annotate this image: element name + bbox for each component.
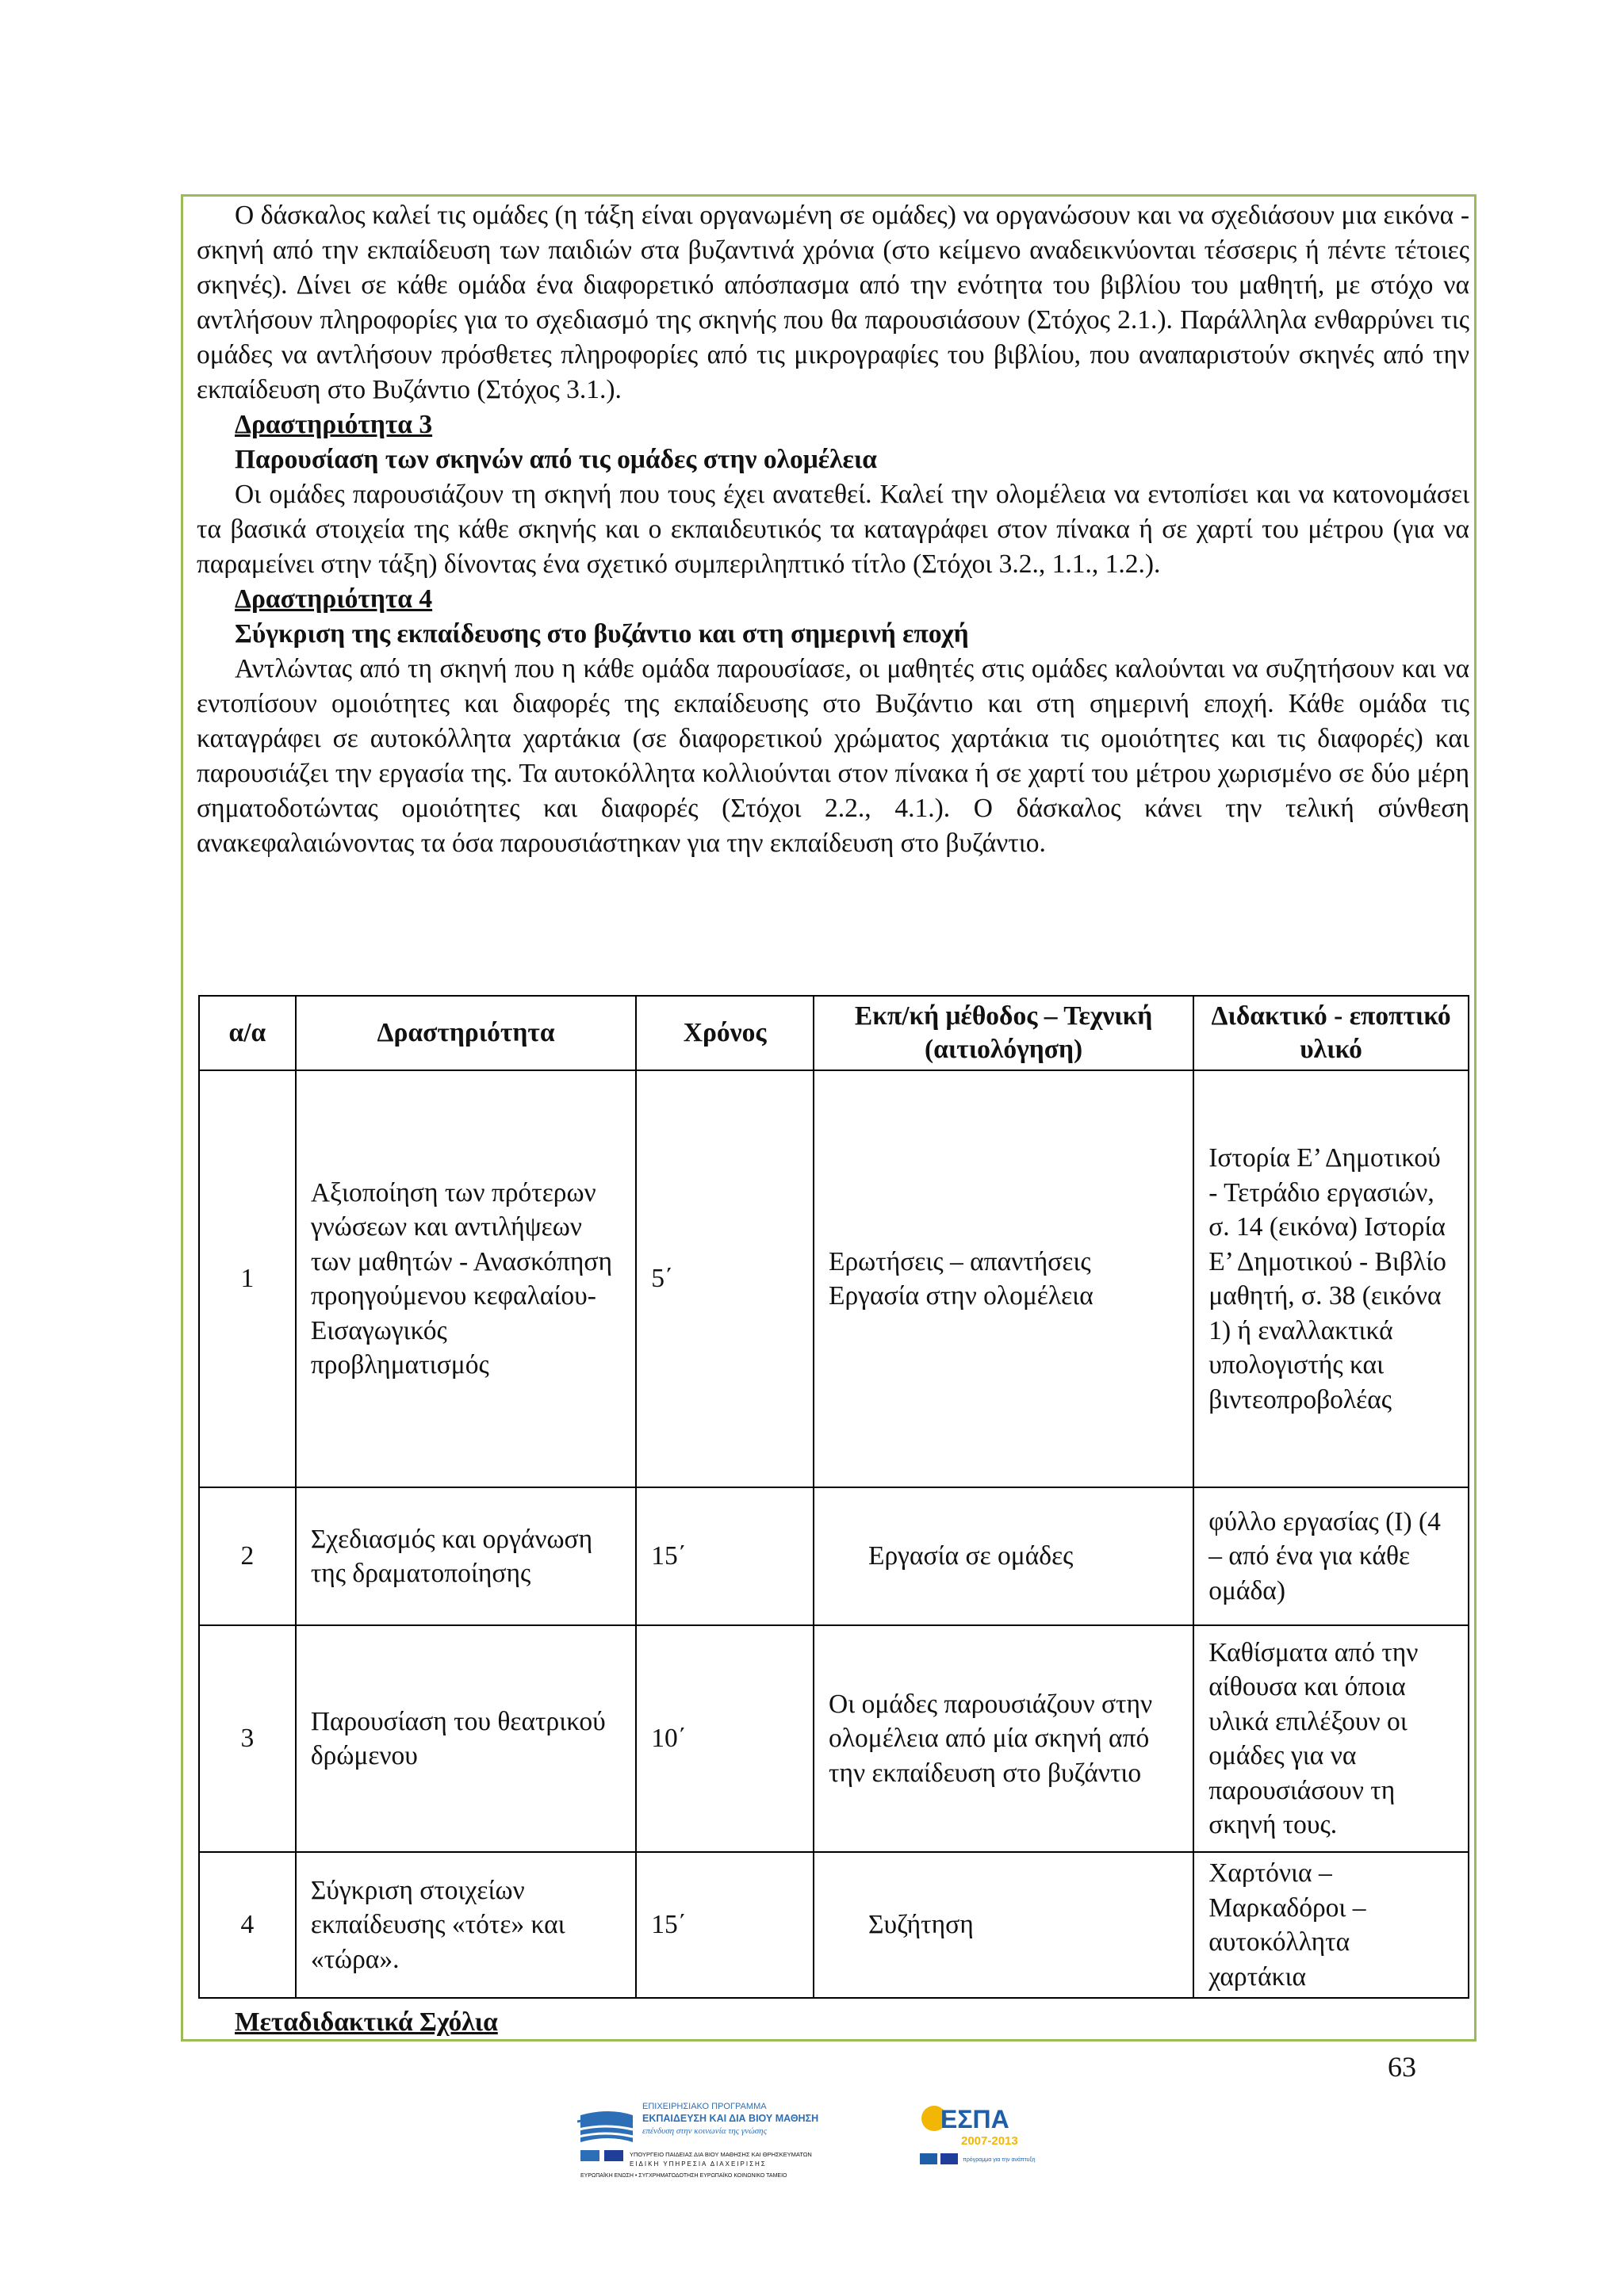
row-num: 3: [199, 1625, 296, 1852]
row-num: 2: [199, 1487, 296, 1625]
program-line5: ΕΙΔΙΚΗ ΥΠΗΡΕΣΙΑ ΔΙΑΧΕΙΡΙΣΗΣ: [630, 2160, 767, 2168]
greek-flag-icon: [920, 2153, 937, 2164]
program-line1: ΕΠΙΧΕΙΡΗΣΙΑΚΟ ΠΡΟΓΡΑΜΜΑ: [642, 2102, 767, 2111]
espa-name: ΕΣΠΑ: [940, 2105, 1009, 2133]
table-row: [199, 1852, 1469, 1998]
row-time: 15΄: [636, 1852, 814, 1998]
activity3-label: Δραστηριότητα 3: [235, 410, 433, 439]
greek-flag-icon: [580, 2150, 599, 2161]
row-time: 5΄: [636, 1070, 814, 1487]
row-activity: Σύγκριση στοιχείων εκπαίδευσης «τότε» και «τώρα».: [296, 1852, 636, 1998]
page-number: 63: [1388, 2051, 1416, 2083]
activity3-text: Οι ομάδες παρουσιάζουν τη σκηνή που τους έχει ανατεθεί. Καλεί την ολομέλεια να εντοπίσει και να κατονομάσει τα βασικά στοιχεία της κάθε σκηνής και ο εκπαιδευτικός τα καταγράφει στον πίνακα ή σε χαρτί του μέτρου (για να παραμείνει στην τάξη) δίνοντας ένα σχετικό συμπεριληπτικό τίτλο (Στόχοι 3.2., 1.1., 1.2.).: [197, 480, 1469, 579]
program-line6: ΕΥΡΩΠΑΪΚΗ ΕΝΩΣΗ • ΣΥΓΧΡΗΜΑΤΟΔΟΤΗΣΗ ΕΥΡΩΠΑΪΚΟ ΚΟΙΝΩΝΙΚΟ ΤΑΜΕΙΟ: [580, 2173, 787, 2179]
row-method: Ερωτήσεις – απαντήσεις Εργασία στην ολομέλεια: [814, 1070, 1193, 1487]
row-activity: Παρουσίαση του θεατρικού δρώμενου: [296, 1625, 636, 1852]
header-activity: Δραστηριότητα: [296, 996, 636, 1070]
lesson-plan-table: [198, 995, 1469, 1999]
row-time: 15΄: [636, 1487, 814, 1625]
row-material: Χαρτόνια – Μαρκαδόροι – αυτοκόλλητα χαρτάκια: [1193, 1852, 1469, 1998]
program-line3: επένδυση στην κοινωνία της γνώσης: [642, 2126, 768, 2136]
activity3-title: Παρουσίαση των σκηνών από τις ομάδες στην ολομέλεια: [235, 445, 877, 474]
activity4-label: Δραστηριότητα 4: [235, 584, 433, 614]
eu-flag-icon: [940, 2153, 958, 2164]
intro-paragraph: Ο δάσκαλος καλεί τις ομάδες (η τάξη είναι οργανωμένη σε ομάδες) να οργανώσουν και να σχεδιάσουν μια εικόνα - σκηνή από την εκπαίδευση των παιδιών στα βυζαντινά χρόνια (στο κείμενο αναδεικνύονται τέσσερις ή πέντε τέτοιες σκηνές). Δίνει σε κάθε ομάδα ένα διαφορετικό απόσπασμα από την ενότητα του βιβλίου του μαθητή, με στόχο να αντλήσουν πληροφορίες για το σχεδιασμό της σκηνής που θα παρουσιάσουν (Στόχος 2.1.). Παράλληλα ενθαρρύνει τις ομάδες να αντλήσουν πρόσθετες πληροφορίες από τις μικρογραφίες του βιβλίου, που αναπαριστούν σκηνές από την εκπαίδευση στο Βυζάντιο (Στόχος 3.1.).: [197, 201, 1469, 404]
program-line4: ΥΠΟΥΡΓΕΙΟ ΠΑΙΔΕΙΑΣ ΔΙΑ ΒΙΟΥ ΜΑΘΗΣΗΣ ΚΑΙ ΘΡΗΣΚΕΥΜΑΤΩΝ: [630, 2151, 812, 2158]
header-time: Χρόνος: [636, 996, 814, 1070]
row-num: 4: [199, 1852, 296, 1998]
espa-slogan: πρόγραμμα για την ανάπτυξη: [963, 2157, 1036, 2163]
row-num: 1: [199, 1070, 296, 1487]
row-method: Συζήτηση: [814, 1852, 1193, 1998]
table-header-row: [199, 996, 1469, 1070]
row-time: 10΄: [636, 1625, 814, 1852]
activity4-text: Αντλώντας από τη σκηνή που η κάθε ομάδα παρουσίασε, οι μαθητές στις ομάδες καλούνται να συζητήσουν και να εντοπίσουν ομοιότητες και διαφορές της εκπαίδευσης στο Βυζάντιο και στη σημερινή εποχή. Κάθε ομάδα τις καταγράφει σε αυτοκόλλητα χαρτάκια (σε διαφορετικού χρώματος χαρτάκια τις ομοιότητες και τις διαφορές) και παρουσιάζει την εργασία της. Τα αυτοκόλλητα κολλιούνται στον πίνακα ή σε χαρτί του μέτρου χωρισμένο σε δύο μέρη σηματοδοτώντας ομοιότητες και διαφορές (Στόχοι 2.2., 4.1.). Ο δάσκαλος κάνει την τελική σύνθεση ανακεφαλαιώνοντας τα όσα παρουσιάστηκαν για την εκπαίδευση στο βυζάντιο.: [197, 654, 1469, 858]
row-material: φύλλο εργασίας (Ι) (4 – από ένα για κάθε ομάδα): [1193, 1487, 1469, 1625]
document-body: [197, 198, 1469, 861]
table-row: [199, 1487, 1469, 1625]
book-icon: [577, 2111, 633, 2142]
table-row: [199, 1625, 1469, 1852]
table-row: [199, 1070, 1469, 1487]
header-method: Εκπ/κή μέθοδος – Τεχνική (αιτιολόγηση): [814, 996, 1193, 1070]
program-logo: [577, 2098, 863, 2193]
section-title-post-teaching: Μεταδιδακτικά Σχόλια: [235, 2007, 498, 2037]
header-num: α/α: [199, 996, 296, 1070]
row-material: Ιστορία Ε’ Δημοτικού - Τετράδιο εργασιών, σ. 14 (εικόνα) Ιστορία Ε’ Δημοτικού - Βιβλίο μαθητή, σ. 38 (εικόνα 1) ή εναλλακτικά υπολογιστής και βιντεοπροβολέας: [1193, 1070, 1469, 1487]
row-activity: Αξιοποίηση των πρότερων γνώσεων και αντιλήψεων των μαθητών - Ανασκόπηση προηγούμενου κεφαλαίου- Εισαγωγικός προβληματισμός: [296, 1070, 636, 1487]
row-activity: Σχεδιασμός και οργάνωση της δραματοποίησης: [296, 1487, 636, 1625]
row-method: Εργασία σε ομάδες: [814, 1487, 1193, 1625]
program-line2: ΕΚΠΑΙΔΕΥΣΗ ΚΑΙ ΔΙΑ ΒΙΟΥ ΜΑΘΗΣΗ: [642, 2113, 819, 2124]
espa-logo: [917, 2101, 1044, 2176]
row-method: Οι ομάδες παρουσιάζουν στην ολομέλεια από μία σκηνή από την εκπαίδευση στο βυζάντιο: [814, 1625, 1193, 1852]
row-material: Καθίσματα από την αίθουσα και όποια υλικά επιλέξουν οι ομάδες για να παρουσιάσουν τη σκηνή τους.: [1193, 1625, 1469, 1852]
header-material: Διδακτικό - εποπτικό υλικό: [1193, 996, 1469, 1070]
activity4-title: Σύγκριση της εκπαίδευσης στο βυζάντιο και στη σημερινή εποχή: [235, 619, 969, 649]
eu-flag-icon: [604, 2150, 623, 2161]
espa-years: 2007-2013: [961, 2134, 1018, 2148]
